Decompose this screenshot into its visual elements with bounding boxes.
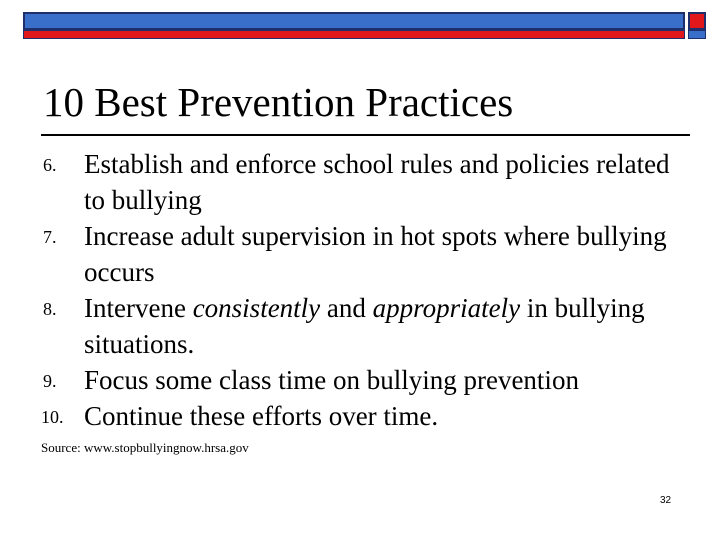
item-text: in bullying situations. xyxy=(84,293,645,359)
source-citation: Source: www.stopbullyingnow.hrsa.gov xyxy=(41,440,249,455)
header-bar-red xyxy=(23,30,685,39)
item-text: and xyxy=(320,293,373,323)
item-number: 7. xyxy=(43,227,57,247)
item-text-emphasis: appropriately xyxy=(372,293,521,323)
list-item xyxy=(43,398,673,434)
header-square-red xyxy=(688,12,706,30)
page-number: 32 xyxy=(660,495,672,506)
item-text: Intervene xyxy=(84,293,193,323)
practice-list xyxy=(43,146,673,434)
header-bar-blue xyxy=(23,12,685,30)
list-item xyxy=(43,290,673,362)
item-text: Focus some class time on bullying prevention xyxy=(84,365,579,395)
item-number: 6. xyxy=(43,155,57,175)
item-text-emphasis: consistently xyxy=(192,293,321,323)
list-item xyxy=(43,146,673,218)
item-number: 8. xyxy=(43,299,57,319)
title-divider xyxy=(41,134,690,136)
item-text: Continue these efforts over time. xyxy=(84,401,439,431)
slide-title: 10 Best Prevention Practices xyxy=(43,79,514,125)
item-number: 10. xyxy=(41,407,64,427)
header-square-blue xyxy=(688,30,706,39)
item-number: 9. xyxy=(43,371,57,391)
item-text: Establish and enforce school rules and policies related to bullying xyxy=(84,149,670,215)
list-item xyxy=(43,218,673,290)
item-text: Increase adult supervision in hot spots where bullying occurs xyxy=(84,221,667,287)
list-item xyxy=(43,362,673,398)
